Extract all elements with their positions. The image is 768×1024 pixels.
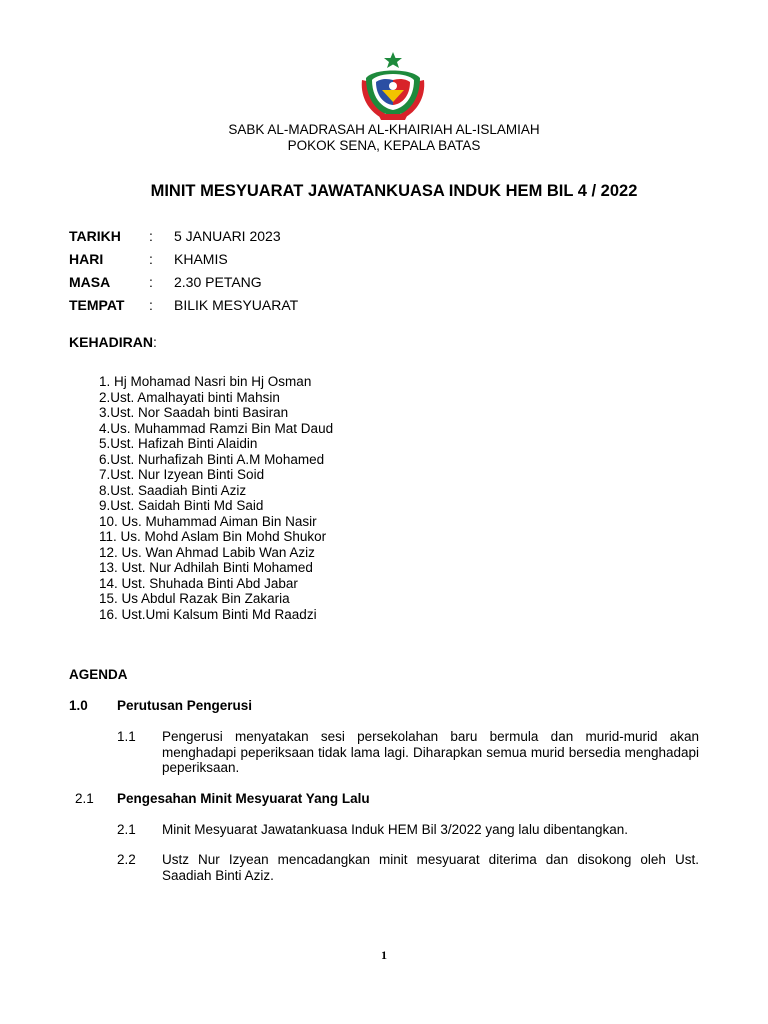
attendee-list: [99, 374, 333, 622]
kehadiran-heading: [69, 334, 157, 350]
school-location: POKOK SENA, KEPALA BATAS: [287, 138, 481, 153]
attendee-item: 10. Us. Muhammad Aiman Bin Nasir: [99, 513, 317, 529]
attendee-item: 12. Us. Wan Ahmad Labib Wan Aziz: [99, 544, 315, 560]
attendee-item: 9.Ust. Saidah Binti Md Said: [99, 498, 264, 513]
meta-colon: :: [149, 274, 153, 290]
section-2-number: 2.1: [75, 791, 94, 806]
attendee-item: 8.Ust. Saadiah Binti Aziz: [99, 482, 247, 498]
attendee-item: 6.Ust. Nurhafizah Binti A.M Mohamed: [99, 451, 325, 467]
item-2-2-number: 2.2: [117, 852, 136, 867]
page-number: 1: [381, 948, 387, 962]
attendee-item: 2.Ust. Amalhayati binti Mahsin: [99, 389, 280, 405]
meta-colon: :: [149, 251, 153, 267]
attendee-item: 16. Ust.Umi Kalsum Binti Md Raadzi: [99, 606, 317, 622]
attendee-item: 3.Ust. Nor Saadah binti Basiran: [99, 405, 289, 420]
agenda-heading: AGENDA: [69, 667, 128, 682]
document-title: MINIT MESYUARAT JAWATANKUASA INDUK HEM BIL 4 / 2022: [150, 182, 638, 200]
attendee-item: 15. Us Abdul Razak Bin Zakaria: [99, 591, 290, 606]
meta-value: KHAMIS: [174, 251, 228, 267]
item-1-1-text: Pengerusi menyatakan sesi persekolahan baru bermula dan murid-murid akan menghadapi peperiksaan tidak lama lagi. Diharapkan semua murid bersedia menghadapi peperiksaan.: [162, 729, 699, 775]
section-1-title: Perutusan Pengerusi: [117, 698, 253, 713]
meta-value: 5 JANUARI 2023: [174, 228, 281, 244]
section-1-number: 1.0: [69, 698, 88, 713]
meta-value: BILIK MESYUARAT: [174, 297, 299, 313]
meta-colon: :: [149, 297, 153, 313]
item-2-1-text: Minit Mesyuarat Jawatankuasa Induk HEM Bil 3/2022 yang lalu dibentangkan.: [162, 822, 629, 837]
meta-label: HARI: [69, 251, 104, 267]
item-1-1-number: 1.1: [117, 729, 136, 744]
meta-label: MASA: [69, 274, 111, 290]
attendee-item: 1. Hj Mohamad Nasri bin Hj Osman: [99, 374, 312, 389]
meta-label: TEMPAT: [69, 297, 125, 313]
section-2-title: Pengesahan Minit Mesyuarat Yang Lalu: [117, 791, 370, 806]
kehadiran-colon: :: [153, 334, 157, 350]
meta-value: 2.30 PETANG: [174, 274, 262, 290]
kehadiran-label: KEHADIRAN: [69, 334, 153, 350]
item-2-2-text: Ustz Nur Izyean mencadangkan minit mesyuarat diterima dan disokong oleh Ust. Saadiah Binti Aziz.: [162, 852, 699, 883]
attendee-item: 5.Ust. Hafizah Binti Alaidin: [99, 436, 258, 451]
attendee-item: 14. Ust. Shuhada Binti Abd Jabar: [99, 575, 298, 591]
meta-label: TARIKH: [69, 228, 121, 244]
attendee-item: 13. Ust. Nur Adhilah Binti Mohamed: [99, 560, 313, 575]
school-crest-logo: [352, 50, 434, 124]
attendee-item: 11. Us. Mohd Aslam Bin Mohd Shukor: [99, 529, 327, 544]
attendee-item: 7.Ust. Nur Izyean Binti Soid: [99, 467, 265, 482]
meta-colon: :: [149, 228, 153, 244]
item-2-1-number: 2.1: [117, 822, 136, 837]
school-name: SABK AL-MADRASAH AL-KHAIRIAH AL-ISLAMIAH: [228, 122, 540, 137]
attendee-item: 4.Us. Muhammad Ramzi Bin Mat Daud: [99, 420, 334, 436]
